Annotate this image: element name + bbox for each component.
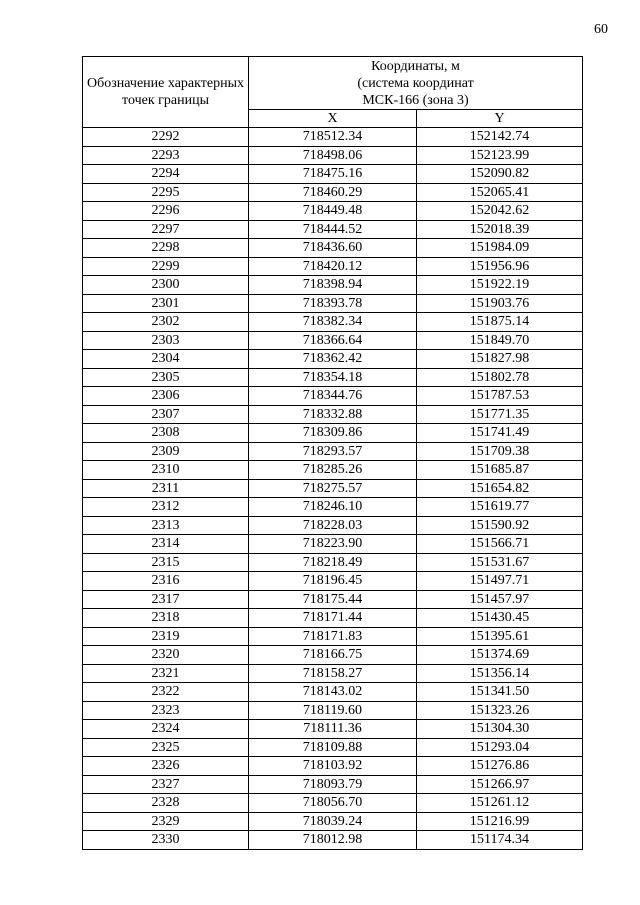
cell-x: 718119.60 bbox=[249, 701, 417, 720]
table-row bbox=[83, 387, 583, 406]
table-row bbox=[83, 461, 583, 480]
table-row bbox=[83, 368, 583, 387]
cell-point: 2292 bbox=[83, 128, 249, 147]
cell-y: 151304.30 bbox=[417, 720, 583, 739]
cell-y: 151216.99 bbox=[417, 812, 583, 831]
table-row bbox=[83, 424, 583, 443]
cell-y: 152123.99 bbox=[417, 146, 583, 165]
cell-y: 151849.70 bbox=[417, 331, 583, 350]
cell-x: 718275.57 bbox=[249, 479, 417, 498]
cell-point: 2322 bbox=[83, 683, 249, 702]
cell-x: 718420.12 bbox=[249, 257, 417, 276]
cell-point: 2307 bbox=[83, 405, 249, 424]
cell-y: 151984.09 bbox=[417, 239, 583, 258]
cell-x: 718449.48 bbox=[249, 202, 417, 221]
table-row bbox=[83, 627, 583, 646]
table-row bbox=[83, 590, 583, 609]
header-coordinates-line2: (система координат bbox=[357, 75, 474, 91]
cell-point: 2304 bbox=[83, 350, 249, 369]
table-row bbox=[83, 183, 583, 202]
cell-x: 718196.45 bbox=[249, 572, 417, 591]
table-row bbox=[83, 313, 583, 332]
cell-point: 2310 bbox=[83, 461, 249, 480]
cell-x: 718012.98 bbox=[249, 831, 417, 850]
cell-point: 2318 bbox=[83, 609, 249, 628]
cell-x: 718143.02 bbox=[249, 683, 417, 702]
table-row bbox=[83, 479, 583, 498]
cell-x: 718093.79 bbox=[249, 775, 417, 794]
table-row bbox=[83, 535, 583, 554]
cell-y: 151531.67 bbox=[417, 553, 583, 572]
table-row bbox=[83, 239, 583, 258]
header-x: X bbox=[249, 110, 417, 128]
cell-y: 151875.14 bbox=[417, 313, 583, 332]
cell-x: 718436.60 bbox=[249, 239, 417, 258]
cell-x: 718228.03 bbox=[249, 516, 417, 535]
cell-point: 2309 bbox=[83, 442, 249, 461]
cell-x: 718444.52 bbox=[249, 220, 417, 239]
cell-x: 718366.64 bbox=[249, 331, 417, 350]
table-row bbox=[83, 738, 583, 757]
table-row bbox=[83, 350, 583, 369]
cell-y: 151956.96 bbox=[417, 257, 583, 276]
cell-point: 2302 bbox=[83, 313, 249, 332]
cell-point: 2326 bbox=[83, 757, 249, 776]
table-row bbox=[83, 405, 583, 424]
cell-y: 152090.82 bbox=[417, 165, 583, 184]
cell-point: 2325 bbox=[83, 738, 249, 757]
cell-point: 2297 bbox=[83, 220, 249, 239]
table-row bbox=[83, 146, 583, 165]
cell-x: 718460.29 bbox=[249, 183, 417, 202]
cell-y: 151566.71 bbox=[417, 535, 583, 554]
cell-y: 151395.61 bbox=[417, 627, 583, 646]
table-row bbox=[83, 220, 583, 239]
table-row bbox=[83, 442, 583, 461]
cell-y: 151903.76 bbox=[417, 294, 583, 313]
cell-y: 151497.71 bbox=[417, 572, 583, 591]
table-row bbox=[83, 294, 583, 313]
cell-x: 718332.88 bbox=[249, 405, 417, 424]
cell-point: 2320 bbox=[83, 646, 249, 665]
cell-y: 152042.62 bbox=[417, 202, 583, 221]
table-row bbox=[83, 775, 583, 794]
cell-y: 151276.86 bbox=[417, 757, 583, 776]
cell-x: 718103.92 bbox=[249, 757, 417, 776]
cell-y: 151457.97 bbox=[417, 590, 583, 609]
table-row bbox=[83, 165, 583, 184]
cell-y: 151266.97 bbox=[417, 775, 583, 794]
cell-x: 718158.27 bbox=[249, 664, 417, 683]
cell-point: 2305 bbox=[83, 368, 249, 387]
cell-y: 151590.92 bbox=[417, 516, 583, 535]
cell-point: 2294 bbox=[83, 165, 249, 184]
cell-point: 2329 bbox=[83, 812, 249, 831]
cell-y: 151374.69 bbox=[417, 646, 583, 665]
cell-x: 718309.86 bbox=[249, 424, 417, 443]
cell-x: 718344.76 bbox=[249, 387, 417, 406]
header-coordinates-line3: МСК-166 (зона 3) bbox=[362, 92, 469, 108]
cell-y: 152018.39 bbox=[417, 220, 583, 239]
cell-point: 2296 bbox=[83, 202, 249, 221]
cell-point: 2323 bbox=[83, 701, 249, 720]
cell-x: 718171.83 bbox=[249, 627, 417, 646]
cell-point: 2316 bbox=[83, 572, 249, 591]
cell-y: 151430.45 bbox=[417, 609, 583, 628]
table-row bbox=[83, 831, 583, 850]
cell-x: 718223.90 bbox=[249, 535, 417, 554]
cell-point: 2306 bbox=[83, 387, 249, 406]
table-row bbox=[83, 257, 583, 276]
cell-x: 718382.34 bbox=[249, 313, 417, 332]
cell-point: 2308 bbox=[83, 424, 249, 443]
cell-x: 718111.36 bbox=[249, 720, 417, 739]
cell-x: 718218.49 bbox=[249, 553, 417, 572]
cell-x: 718166.75 bbox=[249, 646, 417, 665]
table-row bbox=[83, 331, 583, 350]
table-row bbox=[83, 683, 583, 702]
cell-x: 718362.42 bbox=[249, 350, 417, 369]
cell-x: 718039.24 bbox=[249, 812, 417, 831]
cell-point: 2298 bbox=[83, 239, 249, 258]
cell-point: 2324 bbox=[83, 720, 249, 739]
cell-point: 2330 bbox=[83, 831, 249, 850]
cell-y: 151261.12 bbox=[417, 794, 583, 813]
cell-x: 718475.16 bbox=[249, 165, 417, 184]
cell-x: 718175.44 bbox=[249, 590, 417, 609]
cell-point: 2311 bbox=[83, 479, 249, 498]
cell-x: 718393.78 bbox=[249, 294, 417, 313]
cell-point: 2312 bbox=[83, 498, 249, 517]
cell-point: 2295 bbox=[83, 183, 249, 202]
cell-point: 2317 bbox=[83, 590, 249, 609]
cell-y: 151827.98 bbox=[417, 350, 583, 369]
cell-y: 151922.19 bbox=[417, 276, 583, 295]
cell-point: 2315 bbox=[83, 553, 249, 572]
cell-x: 718056.70 bbox=[249, 794, 417, 813]
table-row bbox=[83, 572, 583, 591]
cell-y: 151709.38 bbox=[417, 442, 583, 461]
cell-y: 151654.82 bbox=[417, 479, 583, 498]
cell-point: 2300 bbox=[83, 276, 249, 295]
header-coordinates bbox=[249, 57, 583, 110]
table-row bbox=[83, 128, 583, 147]
cell-x: 718171.44 bbox=[249, 609, 417, 628]
cell-x: 718285.26 bbox=[249, 461, 417, 480]
table-row bbox=[83, 646, 583, 665]
table-row bbox=[83, 202, 583, 221]
cell-point: 2327 bbox=[83, 775, 249, 794]
coordinates-table bbox=[82, 56, 583, 850]
cell-x: 718293.57 bbox=[249, 442, 417, 461]
cell-y: 151293.04 bbox=[417, 738, 583, 757]
cell-x: 718354.18 bbox=[249, 368, 417, 387]
cell-x: 718512.34 bbox=[249, 128, 417, 147]
table-row bbox=[83, 757, 583, 776]
cell-point: 2313 bbox=[83, 516, 249, 535]
table-row bbox=[83, 794, 583, 813]
cell-x: 718498.06 bbox=[249, 146, 417, 165]
cell-y: 151787.53 bbox=[417, 387, 583, 406]
table-body bbox=[83, 128, 583, 850]
cell-point: 2321 bbox=[83, 664, 249, 683]
table-row bbox=[83, 276, 583, 295]
cell-point: 2314 bbox=[83, 535, 249, 554]
cell-point: 2303 bbox=[83, 331, 249, 350]
page-number: 60 bbox=[594, 22, 608, 37]
table-row bbox=[83, 720, 583, 739]
header-y: Y bbox=[417, 110, 583, 128]
cell-x: 718246.10 bbox=[249, 498, 417, 517]
cell-point: 2319 bbox=[83, 627, 249, 646]
table-row bbox=[83, 498, 583, 517]
cell-x: 718109.88 bbox=[249, 738, 417, 757]
header-coordinates-line1: Координаты, м bbox=[371, 58, 460, 74]
cell-y: 152065.41 bbox=[417, 183, 583, 202]
header-point-designation: Обозначение характерных точек границы bbox=[83, 57, 249, 128]
cell-y: 152142.74 bbox=[417, 128, 583, 147]
cell-y: 151802.78 bbox=[417, 368, 583, 387]
table-row bbox=[83, 516, 583, 535]
cell-x: 718398.94 bbox=[249, 276, 417, 295]
cell-y: 151741.49 bbox=[417, 424, 583, 443]
table-row bbox=[83, 701, 583, 720]
table-row bbox=[83, 553, 583, 572]
cell-point: 2328 bbox=[83, 794, 249, 813]
table-row bbox=[83, 609, 583, 628]
cell-y: 151356.14 bbox=[417, 664, 583, 683]
cell-y: 151685.87 bbox=[417, 461, 583, 480]
cell-y: 151174.34 bbox=[417, 831, 583, 850]
cell-point: 2293 bbox=[83, 146, 249, 165]
cell-point: 2299 bbox=[83, 257, 249, 276]
cell-y: 151771.35 bbox=[417, 405, 583, 424]
table-row bbox=[83, 812, 583, 831]
table-row bbox=[83, 664, 583, 683]
cell-y: 151341.50 bbox=[417, 683, 583, 702]
cell-y: 151619.77 bbox=[417, 498, 583, 517]
cell-point: 2301 bbox=[83, 294, 249, 313]
cell-y: 151323.26 bbox=[417, 701, 583, 720]
